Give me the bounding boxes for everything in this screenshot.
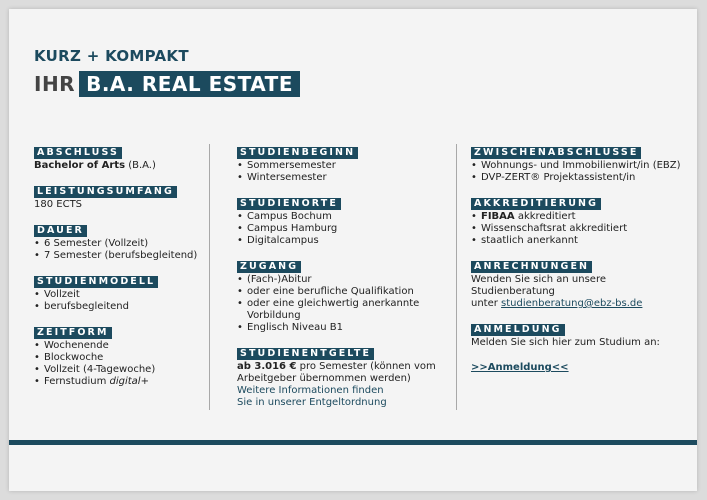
anrechnungen-line: Wenden Sie sich an unsere Studienberatung: [471, 274, 606, 297]
list-item: [34, 376, 214, 388]
fibaa-text: FIBAA: [481, 211, 515, 222]
section-label: LEISTUNGSUMFANG: [34, 186, 177, 198]
list-item: • oder eine berufliche Qualifikation: [237, 286, 459, 298]
list-item: • Wintersemester: [237, 172, 459, 184]
list-item: • Englisch Niveau B1: [237, 322, 459, 334]
title-highlight: B.A. REAL ESTATE: [79, 71, 300, 97]
section-dauer: [34, 218, 214, 262]
list-item: • Vollzeit: [34, 289, 214, 301]
price-text: [237, 361, 459, 385]
anmeldung-row: [471, 362, 693, 374]
eyebrow-title: KURZ + KOMPAKT: [34, 47, 189, 65]
list-item: • Wissenschaftsrat akkreditiert: [471, 223, 693, 235]
section-anrechnungen: [471, 254, 693, 310]
anmeldung-text: Melden Sie sich hier zum Studium an:: [471, 337, 660, 348]
list-item-line: Vorbildung: [247, 310, 301, 321]
section-label: ZUGANG: [237, 261, 301, 273]
section-label: AKKREDITIERUNG: [471, 198, 601, 210]
column-left: [34, 140, 214, 395]
section-label: ANMELDUNG: [471, 324, 565, 336]
fee-info-line: Weitere Informationen finden: [237, 385, 384, 396]
anrechnungen-prefix: unter: [471, 298, 502, 309]
column-middle: [237, 140, 459, 416]
email-link[interactable]: studienberatung@ebz-bs.de: [501, 298, 643, 309]
section-studienmodell: [34, 269, 214, 313]
list-item-text: Fernstudium: [44, 376, 110, 387]
ects-text: 180 ECTS: [34, 199, 83, 210]
section-akkreditierung: [471, 191, 693, 247]
info-card: [9, 9, 697, 491]
section-label: ZWISCHENABSCHLÜSSE: [471, 147, 641, 159]
degree-text: [34, 160, 214, 172]
section-label: DAUER: [34, 225, 87, 237]
section-zugang: [237, 254, 459, 334]
section-label: ABSCHLUSS: [34, 147, 122, 159]
section-studienentgelte: [237, 341, 459, 409]
list-item: • Vollzeit (4-Tagewoche): [34, 364, 214, 376]
degree-name: Bachelor of Arts: [34, 160, 126, 171]
list-item: • (Fach-)Abitur: [237, 274, 459, 286]
title-prefix: IHR: [34, 72, 76, 96]
column-right: [471, 140, 693, 381]
list-item: • DVP-ZERT® Projektassistent/in: [471, 172, 693, 184]
section-zeitform: [34, 320, 214, 388]
list-item: [237, 298, 459, 322]
price-note: pro Semester (können vom: [296, 361, 436, 372]
page-title: [34, 70, 300, 98]
fee-info-line: Sie in unserer Entgeltordnung: [237, 397, 387, 408]
section-label: STUDIENBEGINN: [237, 147, 358, 159]
section-anmeldung: [471, 317, 693, 374]
section-label: STUDIENORTE: [237, 198, 341, 210]
section-studienbeginn: [237, 140, 459, 184]
anmeldung-link[interactable]: >>Anmeldung<<: [471, 362, 569, 373]
list-item-text: akkreditiert: [514, 211, 576, 222]
price-value: ab 3.016 €: [237, 361, 297, 372]
price-note-line2: Arbeitgeber übernommen werden): [237, 373, 411, 384]
degree-abbr: (B.A.): [128, 160, 156, 171]
list-item: • staatlich anerkannt: [471, 235, 693, 247]
section-zwischenabschluesse: [471, 140, 693, 184]
list-item-italic: digital+: [109, 376, 149, 387]
anrechnungen-text: [471, 274, 693, 310]
section-label: STUDIENMODELL: [34, 276, 158, 288]
section-label: STUDIENENTGELTE: [237, 348, 374, 360]
section-abschluss: [34, 140, 214, 172]
list-item: • Sommersemester: [237, 160, 459, 172]
list-item: • 7 Semester (berufsbegleitend): [34, 250, 214, 262]
list-item: • Wochenende: [34, 340, 214, 352]
list-item: • berufsbegleitend: [34, 301, 214, 313]
list-item-line: oder eine gleichwertig anerkannte: [247, 298, 420, 309]
section-leistungsumfang: [34, 179, 214, 211]
section-studienorte: [237, 191, 459, 247]
list-item: • Campus Hamburg: [237, 223, 459, 235]
list-item: • Campus Bochum: [237, 211, 459, 223]
list-item: • Digitalcampus: [237, 235, 459, 247]
list-item: • 6 Semester (Vollzeit): [34, 238, 214, 250]
footer-bar: [9, 440, 697, 445]
list-item: • Wohnungs- und Immobilienwirt/in (EBZ): [471, 160, 693, 172]
fee-info-link[interactable]: [237, 385, 459, 409]
list-item: • Blockwoche: [34, 352, 214, 364]
section-label: ZEITFORM: [34, 327, 112, 339]
section-label: ANRECHNUNGEN: [471, 261, 592, 273]
list-item: [471, 211, 693, 223]
